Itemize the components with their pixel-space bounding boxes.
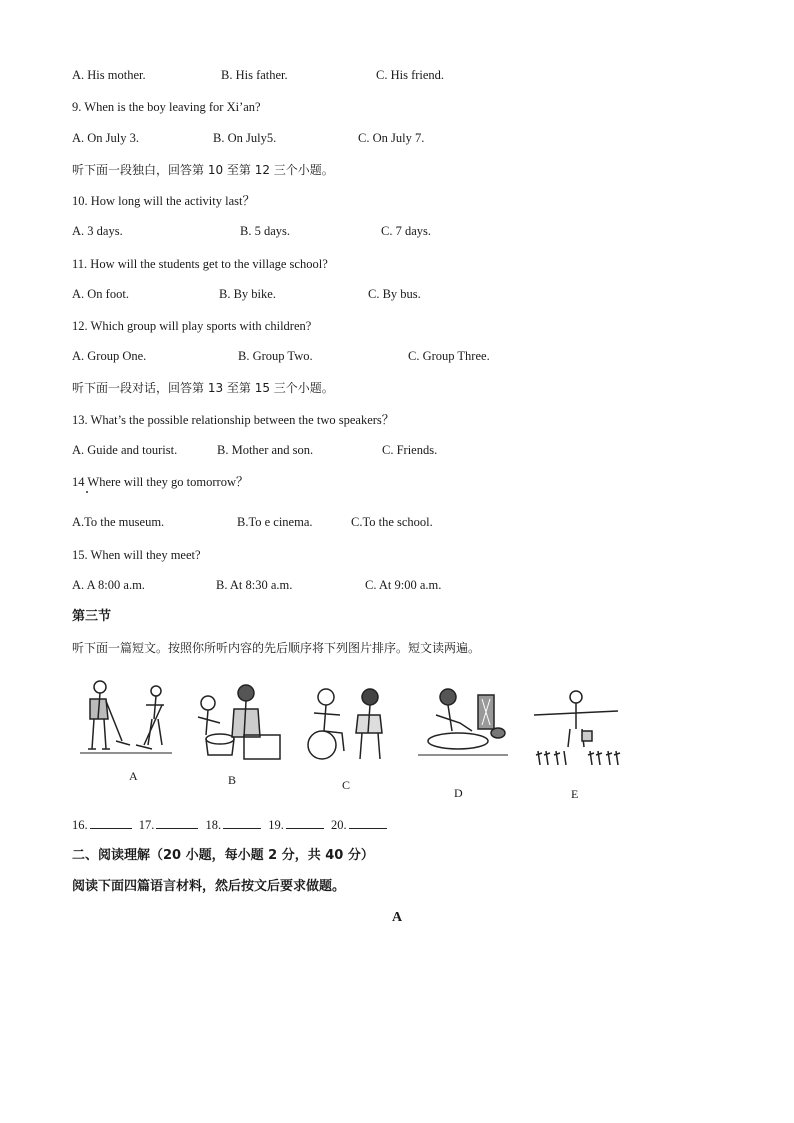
picture-a-sweeping [76,675,176,765]
part2-instruction: 阅读下面四篇语言材料，然后按文后要求做题。 [72,879,346,894]
q9-option-b: B. On July5. [213,131,277,145]
instruction-10-12: 听下面一段独白，回答第 10 至第 12 三个小题。 [72,163,334,177]
q14-question: 14 Where will they go tomorrow？ [72,475,249,489]
part2-title: 二、阅读理解（20 小题，每小题 2 分，共 40 分） [72,848,374,863]
q13-options [72,443,732,459]
answer-blank-17[interactable] [156,817,198,829]
q10-question: 10. How long will the activity last？ [72,194,255,208]
q11-option-a: A. On foot. [72,287,129,301]
picture-b-cooking [188,675,284,765]
q12-question: 12. Which group will play sports with children? [72,319,312,333]
q11-option-c: C. By bus. [368,287,421,301]
instruction-13-15: 听下面一段对话，回答第 13 至第 15 三个小题。 [72,381,334,395]
q14-option-c: C.To the school. [351,515,433,529]
picture-e-planting [530,675,622,765]
answer-blank-18[interactable] [223,817,261,829]
passage-a-label: A [391,910,403,925]
stray-dot [86,491,88,493]
picture-d-washing [412,675,512,765]
q8-option-b: B. His father. [221,68,288,82]
q10-option-a: A. 3 days. [72,224,123,238]
q8-option-c: C. His friend. [376,68,445,82]
q12-option-a: A. Group One. [72,349,147,363]
picture-label-c: C [342,778,351,792]
answer-blank-19[interactable] [286,817,324,829]
q14-option-b: B.To e cinema. [237,515,313,529]
section3-title: 第三节 [72,609,112,624]
q9-option-a: A. On July 3. [72,131,140,145]
blank-label-17: 17. [138,818,155,832]
q11-option-b: B. By bike. [219,287,276,301]
q12-option-b: B. Group Two. [238,349,313,363]
q10-option-b: B. 5 days. [240,224,290,238]
q15-options [72,578,732,594]
q13-option-b: B. Mother and son. [217,443,314,457]
section3-instruction: 听下面一篇短文。按照你所听内容的先后顺序将下列图片排序。短文读两遍。 [72,641,481,655]
q15-option-a: A. A 8:00 a.m. [72,578,145,592]
q12-options [72,349,732,365]
q9-options [72,131,732,147]
q15-question: 15. When will they meet? [72,548,201,562]
picture-label-d: D [454,786,463,800]
q14-options [72,515,732,531]
q13-option-c: C. Friends. [382,443,438,457]
q8-option-a: A. His mother. [72,68,146,82]
picture-label-e: E [571,787,579,801]
picture-label-a: A [129,769,138,783]
q10-options [72,224,732,240]
q15-option-b: B. At 8:30 a.m. [216,578,293,592]
blank-label-20: 20. [331,818,347,832]
blank-label-18: 18. [205,818,222,832]
picture-c-wheelchair [300,675,396,765]
q13-option-a: A. Guide and tourist. [72,443,178,457]
answer-blank-16[interactable] [90,817,132,829]
blank-label-16: 16. [72,818,88,832]
q8-options [72,68,732,84]
answer-blanks-16-20 [72,817,391,833]
q11-question: 11. How will the students get to the village school? [72,257,328,271]
q9-question: 9. When is the boy leaving for Xi’an? [72,100,261,114]
q15-option-c: C. At 9:00 a.m. [365,578,442,592]
q11-options [72,287,732,303]
q9-option-c: C. On July 7. [358,131,425,145]
q12-option-c: C. Group Three. [408,349,490,363]
answer-blank-20[interactable] [349,817,387,829]
q14-option-a: A.To the museum. [72,515,165,529]
picture-label-b: B [228,773,237,787]
q13-question: 13. What’s the possible relationship between the two speakers？ [72,413,395,427]
blank-label-19: 19. [268,818,284,832]
q10-option-c: C. 7 days. [381,224,431,238]
